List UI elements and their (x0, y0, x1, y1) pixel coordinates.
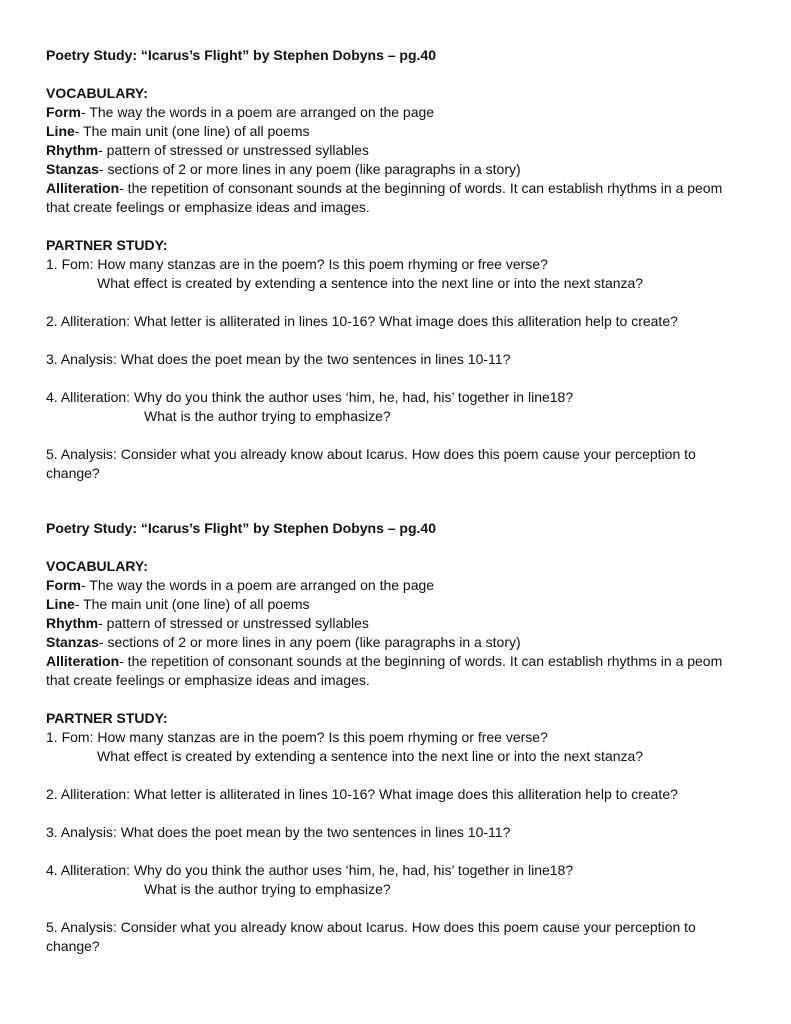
vocabulary-list (46, 576, 746, 690)
handout-bottom (46, 519, 746, 956)
question-text: 1. Fom: How many stanzas are in the poem? Is this poem rhyming or free verse? (46, 729, 548, 745)
vocab-term: Form (46, 577, 81, 593)
question-text: 5. Analysis: Consider what you already know about Icarus. How does this poem cause your perception to change? (46, 919, 696, 954)
question-text: 5. Analysis: Consider what you already know about Icarus. How does this poem cause your perception to change? (46, 446, 696, 481)
handout-title: Poetry Study: “Icarus’s Flight” by Stephen Dobyns – pg.40 (46, 520, 436, 536)
vocab-item-form (46, 576, 746, 595)
vocab-definition: - pattern of stressed or unstressed syllables (98, 142, 369, 158)
question-list (46, 728, 746, 956)
vocab-item-rhythm (46, 614, 746, 633)
question-text: 3. Analysis: What does the poet mean by the two sentences in lines 10-11? (46, 351, 511, 367)
vocabulary-heading: VOCABULARY: (46, 85, 148, 101)
vocab-item-form (46, 103, 746, 122)
handout-title: Poetry Study: “Icarus’s Flight” by Stephen Dobyns – pg.40 (46, 47, 436, 63)
vocab-term: Rhythm (46, 615, 99, 631)
vocab-definition: - the repetition of consonant sounds at the beginning of words. It can establish rhythms in a peom that create feelings or emphasize ideas and images. (46, 653, 723, 688)
question-1 (46, 728, 746, 766)
question-3 (46, 350, 746, 369)
question-text: 4. Alliteration: Why do you think the author uses ‘him, he, had, his’ together in line18? (46, 862, 574, 878)
question-4 (46, 388, 746, 426)
vocab-item-line (46, 595, 746, 614)
vocab-definition: - sections of 2 or more lines in any poem (like paragraphs in a story) (98, 161, 521, 177)
handout-top (46, 46, 746, 483)
question-2 (46, 312, 746, 331)
question-followup: What effect is created by extending a sentence into the next line or into the next stanza? (97, 748, 644, 764)
question-5 (46, 918, 746, 956)
question-followup: What is the author trying to emphasize? (144, 881, 391, 897)
vocabulary-heading: VOCABULARY: (46, 558, 148, 574)
question-3 (46, 823, 746, 842)
question-text: 3. Analysis: What does the poet mean by the two sentences in lines 10-11? (46, 824, 511, 840)
question-text: 1. Fom: How many stanzas are in the poem? Is this poem rhyming or free verse? (46, 256, 548, 272)
vocab-term: Stanzas (46, 634, 99, 650)
vocab-item-rhythm (46, 141, 746, 160)
question-text: 2. Alliteration: What letter is alliterated in lines 10-16? What image does this alliteration help to create? (46, 786, 678, 802)
partner-study-heading: PARTNER STUDY: (46, 710, 168, 726)
vocab-definition: - The main unit (one line) of all poems (74, 596, 310, 612)
question-followup: What effect is created by extending a sentence into the next line or into the next stanza? (97, 275, 644, 291)
question-4 (46, 861, 746, 899)
vocab-term: Alliteration (46, 653, 120, 669)
vocab-item-stanzas (46, 633, 746, 652)
vocab-item-alliteration (46, 179, 746, 217)
vocab-term: Alliteration (46, 180, 120, 196)
vocab-item-alliteration (46, 652, 746, 690)
vocab-term: Line (46, 123, 75, 139)
vocab-term: Form (46, 104, 81, 120)
question-2 (46, 785, 746, 804)
question-5 (46, 445, 746, 483)
vocab-definition: - the repetition of consonant sounds at the beginning of words. It can establish rhythms in a peom that create feelings or emphasize ideas and images. (46, 180, 723, 215)
question-list (46, 255, 746, 483)
vocab-definition: - The way the words in a poem are arranged on the page (81, 104, 435, 120)
vocab-term: Stanzas (46, 161, 99, 177)
vocab-item-line (46, 122, 746, 141)
vocab-term: Rhythm (46, 142, 99, 158)
vocabulary-list (46, 103, 746, 217)
vocab-definition: - The way the words in a poem are arranged on the page (81, 577, 435, 593)
question-1 (46, 255, 746, 293)
vocab-item-stanzas (46, 160, 746, 179)
partner-study-heading: PARTNER STUDY: (46, 237, 168, 253)
vocab-definition: - sections of 2 or more lines in any poem (like paragraphs in a story) (98, 634, 521, 650)
vocab-term: Line (46, 596, 75, 612)
vocab-definition: - pattern of stressed or unstressed syllables (98, 615, 369, 631)
question-text: 4. Alliteration: Why do you think the author uses ‘him, he, had, his’ together in line18? (46, 389, 574, 405)
question-followup: What is the author trying to emphasize? (144, 408, 391, 424)
question-text: 2. Alliteration: What letter is alliterated in lines 10-16? What image does this alliteration help to create? (46, 313, 678, 329)
vocab-definition: - The main unit (one line) of all poems (74, 123, 310, 139)
